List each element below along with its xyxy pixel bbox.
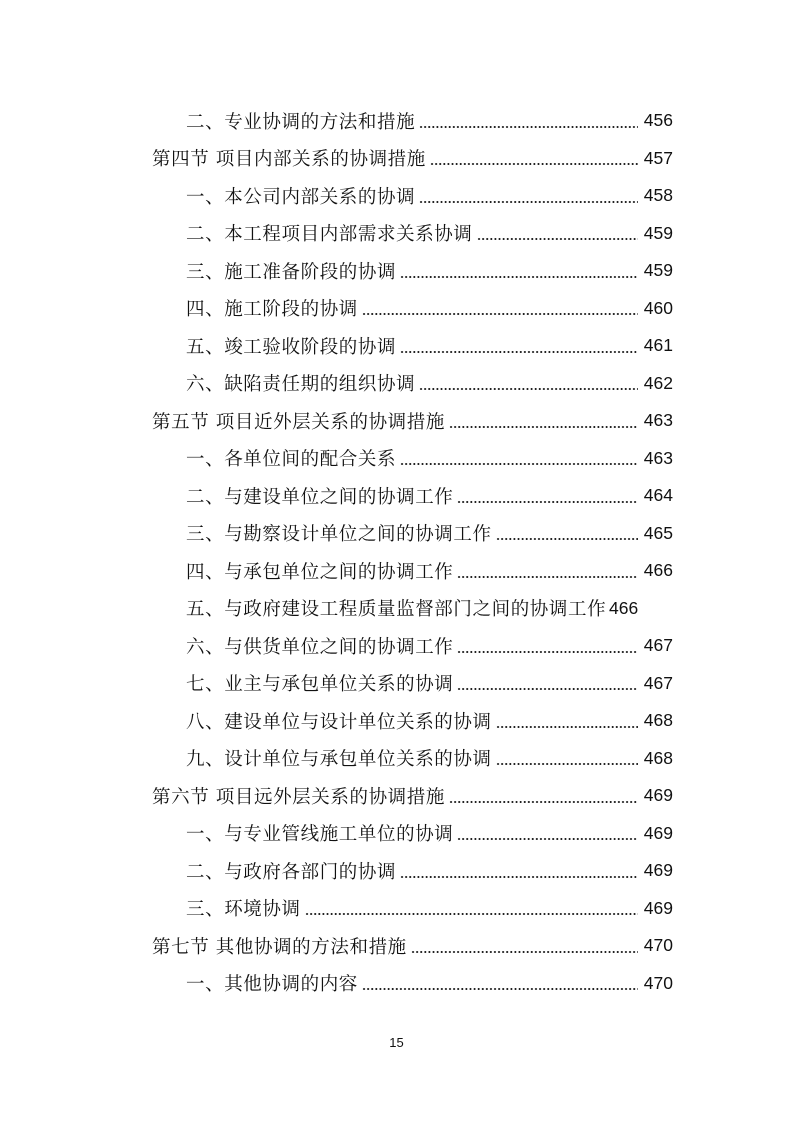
toc-leader-dots [400,275,638,279]
toc-entry-title: 三、施工准备阶段的协调 [186,261,397,283]
toc-entry-page: 466 [643,560,673,581]
toc-entry[interactable] [0,702,793,740]
toc-entry[interactable] [0,215,793,253]
toc-entry[interactable] [0,627,793,665]
toc-entry-title: 一、各单位间的配合关系 [186,449,397,471]
toc-section-heading[interactable] [0,927,793,965]
toc-entry[interactable] [0,440,793,478]
toc-entry[interactable] [0,852,793,890]
toc-entry-title: 七、业主与承包单位关系的协调 [186,674,454,696]
toc-leader-dots [419,125,638,129]
toc-entry-title: 八、建设单位与设计单位关系的协调 [186,711,492,733]
toc-leader-dots [496,537,638,541]
toc-leader-dots [449,425,638,429]
toc-entry-title: 六、与供货单位之间的协调工作 [186,636,454,658]
toc-entry-title: 第四节 项目内部关系的协调措施 [152,149,426,171]
toc-entry[interactable] [0,590,793,628]
table-of-contents [0,102,793,1002]
toc-entry[interactable] [0,740,793,778]
toc-entry-page: 465 [643,522,673,543]
toc-entry[interactable] [0,177,793,215]
toc-leader-dots [400,875,638,879]
toc-section-heading[interactable] [0,777,793,815]
toc-section-heading[interactable] [0,402,793,440]
toc-entry-title: 九、设计单位与承包单位关系的协调 [186,749,492,771]
toc-leader-dots [362,312,638,316]
toc-entry[interactable] [0,515,793,553]
toc-entry[interactable] [0,665,793,703]
toc-entry-page: 466 [609,597,639,618]
toc-entry-page: 470 [643,935,673,956]
toc-entry[interactable] [0,477,793,515]
toc-leader-dots [496,762,638,766]
toc-leader-dots [411,950,638,954]
toc-entry-page: 459 [643,260,673,281]
page-number: 15 [389,1035,404,1050]
toc-leader-dots [430,162,638,166]
toc-entry-title: 一、与专业管线施工单位的协调 [186,824,454,846]
toc-entry-page: 460 [643,297,673,318]
toc-leader-dots [496,725,638,729]
toc-entry-page: 469 [643,897,673,918]
toc-entry[interactable] [0,365,793,403]
toc-entry-page: 457 [643,147,673,168]
toc-entry-page: 463 [643,410,673,431]
toc-leader-dots [362,987,638,991]
toc-entry-title: 四、施工阶段的协调 [186,299,358,321]
toc-entry-page: 469 [643,822,673,843]
toc-entry-title: 二、本工程项目内部需求关系协调 [186,224,473,246]
toc-entry[interactable] [0,252,793,290]
toc-entry-title: 二、专业协调的方法和措施 [186,111,416,133]
toc-entry-page: 469 [643,860,673,881]
toc-entry-title: 四、与承包单位之间的协调工作 [186,561,454,583]
toc-entry-page: 469 [643,785,673,806]
toc-entry-page: 458 [643,185,673,206]
toc-entry-page: 468 [643,710,673,731]
toc-entry-title: 一、本公司内部关系的协调 [186,186,416,208]
toc-leader-dots [457,687,638,691]
toc-entry-title: 五、与政府建设工程质量监督部门之间的协调工作 [186,599,607,621]
toc-leader-dots [457,650,638,654]
toc-entry-title: 五、竣工验收阶段的协调 [186,336,397,358]
toc-entry-title: 第六节 项目远外层关系的协调措施 [152,786,445,808]
toc-entry-page: 463 [643,447,673,468]
toc-entry-page: 467 [643,635,673,656]
toc-leader-dots [477,237,638,241]
toc-leader-dots [305,912,638,916]
toc-entry-title: 第七节 其他协调的方法和措施 [152,936,407,958]
toc-entry-page: 461 [643,335,673,356]
toc-entry-title: 第五节 项目近外层关系的协调措施 [152,411,445,433]
toc-entry-page: 464 [643,485,673,506]
toc-entry[interactable] [0,552,793,590]
toc-entry-title: 二、与政府各部门的协调 [186,861,397,883]
toc-entry-page: 456 [643,110,673,131]
toc-leader-dots [400,462,638,466]
toc-entry-page: 459 [643,222,673,243]
toc-entry[interactable] [0,965,793,1003]
toc-entry-title: 二、与建设单位之间的协调工作 [186,486,454,508]
toc-entry-title: 一、其他协调的内容 [186,974,358,996]
toc-entry-page: 468 [643,747,673,768]
toc-entry[interactable] [0,815,793,853]
toc-entry-title: 三、与勘察设计单位之间的协调工作 [186,524,492,546]
toc-entry-page: 467 [643,672,673,693]
toc-leader-dots [457,837,638,841]
toc-leader-dots [419,200,638,204]
toc-leader-dots [449,800,638,804]
toc-leader-dots [457,500,638,504]
toc-leader-dots [400,350,638,354]
toc-section-heading[interactable] [0,140,793,178]
toc-entry-page: 470 [643,972,673,993]
toc-entry[interactable] [0,327,793,365]
toc-leader-dots [457,575,638,579]
toc-leader-dots [419,387,638,391]
toc-entry-title: 六、缺陷责任期的组织协调 [186,374,416,396]
toc-entry-title: 三、环境协调 [186,899,301,921]
toc-entry[interactable] [0,290,793,328]
toc-entry[interactable] [0,890,793,928]
toc-entry-page: 462 [643,372,673,393]
toc-entry[interactable] [0,102,793,140]
